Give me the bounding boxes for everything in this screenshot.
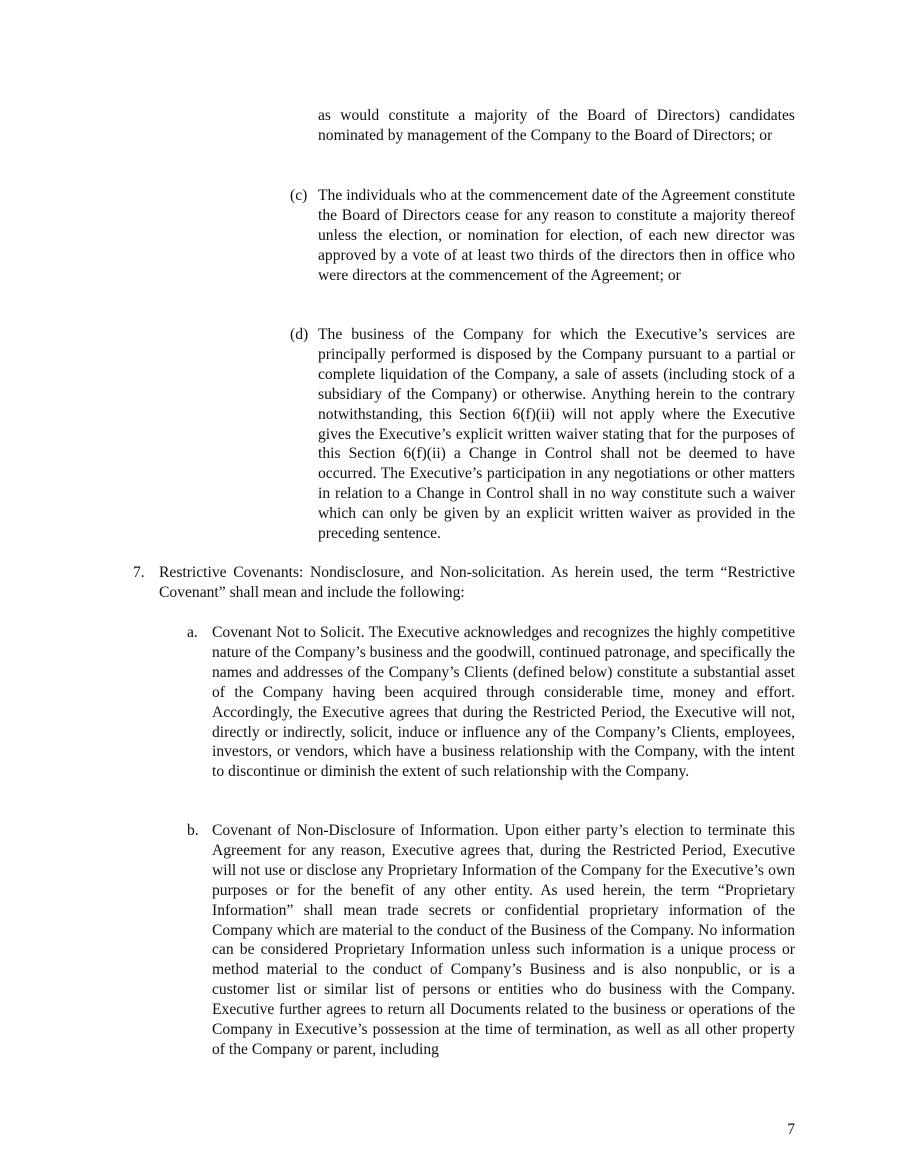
continuation-paragraph: as would constitute a majority of the Board of Directors) candidates nominated by management of the Company to the Board of Directors; or xyxy=(318,107,795,144)
item-d-label: (d) xyxy=(290,326,309,343)
item-c-label: (c) xyxy=(290,187,308,204)
item-d-text: The business of the Company for which the Executive’s services are principally performed is disposed by the Company pursuant to a partial or complete liquidation of the Company, a sale of assets (including stock of a subsidiary of the Company) or otherwise. Anything herein to the contrary notwithstanding, this Section 6(f)(ii) will not apply where the Executive gives the Executive’s explicit written waiver stating that for the purposes of this Section 6(f)(ii) a Change in Control shall not be deemed to have occurred. The Executive’s participation in any negotiations or other matters in relation to a Change in Control shall in no way constitute such a waiver which can only be given by an explicit written waiver as provided in the preceding sentence. xyxy=(318,326,795,543)
item-a-label: a. xyxy=(187,624,198,641)
page-number: 7 xyxy=(787,1121,795,1138)
item-b-label: b. xyxy=(187,822,199,839)
item-b-text: Covenant of Non-Disclosure of Information. Upon either party’s election to terminate this Agreement for any reason, Executive agrees that, during the Restricted Period, Executive will not use or disclose any Proprietary Information of the Company for the Executive’s own purposes or for the benefit of any other entity. As used herein, the term “Proprietary Information” shall mean trade secrets or confidential proprietary information of the Company which are material to the conduct of the Business of the Company. No information can be considered Proprietary Information unless such information is a unique process or method material to the conduct of Company’s Business and is also nonpublic, or is a customer list or similar list of persons or entities who do business with the Company. Executive further agrees to return all Documents related to the business or operations of the Company in Executive’s possession at the time of termination, as well as all other property of the Company or parent, including xyxy=(212,822,795,1058)
section-7-heading-text: Restrictive Covenants: Nondisclosure, and Non-solicitation. As herein used, the term “Restrictive Covenant” shall mean and include the following: xyxy=(159,564,795,601)
section-7-number: 7. xyxy=(133,564,145,581)
item-c-text: The individuals who at the commencement date of the Agreement constitute the Board of Directors cease for any reason to constitute a majority thereof unless the election, or nomination for election, of each new director was approved by a vote of at least two thirds of the directors then in office who were directors at the commencement of the Agreement; or xyxy=(318,187,795,284)
item-a-text: Covenant Not to Solicit. The Executive acknowledges and recognizes the highly competitive nature of the Company’s business and the goodwill, continued patronage, and specifically the names and addresses of the Company’s Clients (defined below) constitute a substantial asset of the Company having been acquired through considerable time, money and effort. Accordingly, the Executive agrees that during the Restricted Period, the Executive will not, directly or indirectly, solicit, induce or influence any of the Company’s Clients, employees, investors, or vendors, which have a business relationship with the Company, with the intent to discontinue or diminish the extent of such relationship with the Company. xyxy=(212,624,795,781)
